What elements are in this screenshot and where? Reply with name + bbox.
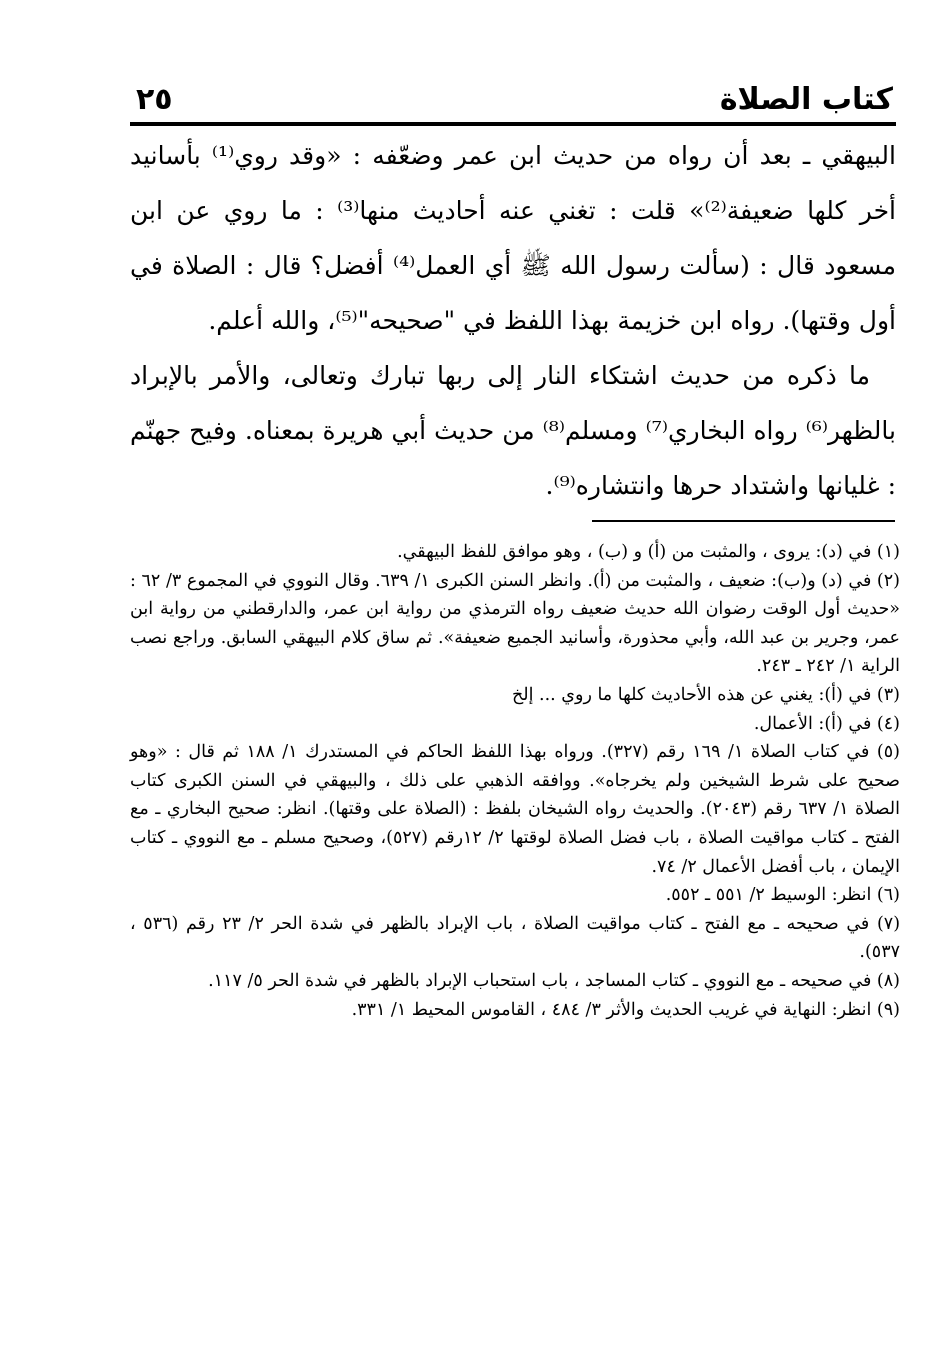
page-header bbox=[128, 82, 893, 122]
footnote-6: (٦) انظر: الوسيط ٢/ ٥٥١ ـ ٥٥٢. bbox=[665, 885, 900, 906]
running-title: كتاب الصلاة bbox=[719, 82, 893, 117]
footnotes bbox=[130, 538, 900, 1024]
footnote-3: (٣) في (أ): يغني عن هذه الأحاديث كلها ما روي ... إلخ bbox=[512, 684, 900, 705]
footnote-9: (٩) انظر: النهاية في غريب الحديث والأثر ٣/ ٤٨٤ ، القاموس المحيط ١/ ٣٣١. bbox=[351, 999, 900, 1020]
footnote-1: (١) في (د): يروى ، والمثبت من (أ) و (ب) ، وهو موافق للفظ البيهقي. bbox=[397, 542, 900, 562]
page-number: ٢٥ bbox=[136, 82, 173, 117]
body-paragraph-1: البيهقي ـ بعد أن رواه من حديث ابن عمر وضعّفه : «وقد روي⁽¹⁾ بأسانيد أخر كلها ضعيفة⁽²⁾» قلت : تغني عنه أحاديث منها⁽³⁾ : ما روي عن ابن مسعود قال : (سألت رسول الله ﷺ أي العمل⁽⁴⁾ أفضل؟ قال : الصلاة في أول وقتها). رواه ابن خزيمة بهذا اللفظ في "صحيحه"⁽⁵⁾، والله أعلم. bbox=[130, 141, 896, 335]
footnote-separator bbox=[592, 520, 895, 522]
header-rule bbox=[130, 122, 896, 126]
footnote-4: (٤) في (أ): الأعمال. bbox=[753, 713, 900, 734]
footnote-5: (٥) في كتاب الصلاة ١/ ١٦٩ رقم (٣٢٧). ورواه بهذا اللفظ الحاكم في المستدرك ١/ ١٨٨ ثم قال : «وهو صحيح على شرط الشيخين ولم يخرجاه». ووافقه الذهبي على ذلك ، والبيهقي في السنن الكبرى كتاب الصلاة ١/ ٦٣٧ رقم (٢٠٤٣). والحديث رواه الشيخان بلفظ : (الصلاة على وقتها). انظر: صحيح البخاري ـ مع الفتح ـ كتاب مواقيت الصلاة ، باب فضل الصلاة لوقتها ٢/ ١٢رقم (٥٢٧)، وصحيح مسلم ـ مع النووي ـ كتاب الإيمان ، باب أفضل الأعمال ٢/ ٧٤. bbox=[130, 742, 900, 877]
main-text bbox=[130, 128, 896, 513]
footnote-2: (٢) في (د) و(ب): ضعيف ، والمثبت من (أ). وانظر السنن الكبرى ١/ ٦٣٩. وقال النووي في المجموع ٣/ ٦٢ : «حديث أول الوقت رضوان الله حديث ضعيف رواه الترمذي من رواية ابن عمر، والدارقطني من رواية ابن عمر، وجرير بن عبد الله، وأبي محذورة، وأسانيد الجميع ضعيفة». ثم ساق كلام البيهقي السابق. وراجع نصب الراية ١/ ٢٤٢ ـ ٢٤٣. bbox=[130, 570, 900, 677]
body-paragraph-2: ما ذكره من حديث اشتكاء النار إلى ربها تبارك وتعالى، والأمر بالإبراد بالظهر⁽⁶⁾ رواه البخاري⁽⁷⁾ ومسلم⁽⁸⁾ من حديث أبي هريرة بمعناه. وفيح جهنّم : غليانها واشتداد حرها وانتشاره⁽⁹⁾. bbox=[130, 361, 896, 500]
footnote-7: (٧) في صحيحه ـ مع الفتح ـ كتاب مواقيت الصلاة ، باب الإبراد بالظهر في شدة الحر ٢/ ٢٣ رقم (٥٣٦ ، ٥٣٧). bbox=[130, 913, 901, 963]
footnote-8: (٨) في صحيحه ـ مع النووي ـ كتاب المساجد ، باب استحباب الإبراد بالظهر في شدة الحر ٥/ ١١٧. bbox=[208, 970, 900, 991]
